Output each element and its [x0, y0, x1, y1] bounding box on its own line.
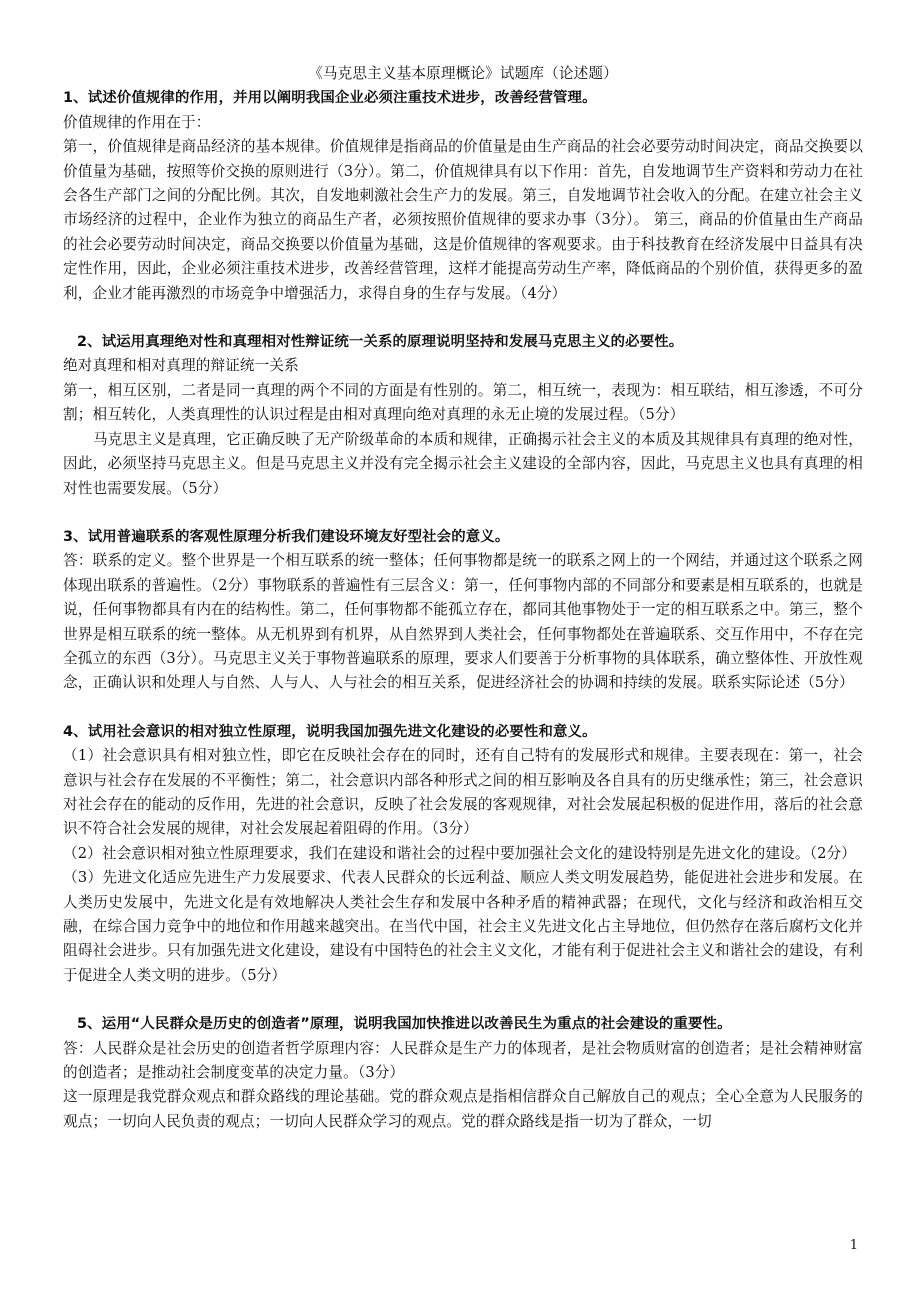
- spacer: [63, 696, 863, 720]
- spacer: [63, 988, 863, 1012]
- answer-4-part-1: （1）社会意识具有相对独立性，即它在反映社会存在的同时，还有自己特有的发展形式和规律。主要表现在：第一，社会意识与社会存在发展的不平衡性；第二，社会意识内部各种形式之间的相互影响及各自具有的历史继承性；第三，社会意识对社会存在的能动的反作用，先进的社会意识，反映了社会发展的客观规律，对社会发展起积极的促进作用，落后的社会意识不符合社会发展的规律，对社会发展起着阻碍的作用。（3分）: [63, 747, 863, 838]
- document-page: [63, 62, 863, 1134]
- answer-2-body: 第一，相互区别，二者是同一真理的两个不同的方面是有性别的。第二，相互统一，表现为：相互联结，相互渗透，不可分割；相互转化，人类真理性的认识过程是由相对真理向绝对真理的永无止境的发展过程。（5分）: [63, 381, 863, 424]
- spacer: [63, 306, 863, 330]
- question-2: 2、试运用真理绝对性和真理相对性辩证统一关系的原理说明坚持和发展马克思主义的必要性。: [77, 334, 684, 351]
- spacer: [63, 501, 863, 525]
- answer-4-part-2: （2）社会意识相对独立性原理要求，我们在建设和谐社会的过程中要加强社会文化的建设特别是先进文化的建设。（2分）: [63, 844, 856, 862]
- answer-1-body: 第一，价值规律是商品经济的基本规律。价值规律是指商品的价值量是由生产商品的社会必要劳动时间决定，商品交换要以价值量为基础，按照等价交换的原则进行（3分）。第二，价值规律具有以下作用：首先，自发地调节生产资料和劳动力在社会各生产部门之间的分配比例。其次，自发地刺激社会生产力的发展。第三，自发地调节社会收入的分配。在建立社会主义市场经济的过程中，企业作为独立的商品生产者，必须按照价值规律的要求办事（3分）。 第三，商品的价值量由生产商品的社会必要劳动时间决定，商品交换要以价值量为基础，这是价值规律的客观要求。由于科技教育在经济发展中日益具有决定性作用，因此，企业必须注重技术进步，改善经营管理，这样才能提高劳动生产率，降低商品的个别价值，获得更多的盈利，企业才能再激烈的市场竞争中增强活力，求得自身的生存与发展。（4分）: [63, 138, 863, 302]
- question-3: 3、试用普遍联系的客观性原理分析我们建设环境友好型社会的意义。: [63, 528, 510, 545]
- answer-2-intro: 绝对真理和相对真理的辩证统一关系: [63, 357, 299, 375]
- answer-5-part-1: 答：人民群众是社会历史的创造者哲学原理内容：人民群众是生产力的体现者，是社会物质财富的创造者；是社会精神财富的创造者；是推动社会制度变革的决定力量。（3分）: [63, 1039, 863, 1082]
- page-number: 1: [849, 1238, 858, 1253]
- answer-5-part-2: 这一原理是我党群众观点和群众路线的理论基础。党的群众观点是指相信群众自己解放自己的观点；全心全意为人民服务的观点；一切向人民负责的观点；一切向人民群众学习的观点。党的群众路线是指一切为了群众，一切: [63, 1088, 863, 1130]
- question-5: 5、运用“人民群众是历史的创造者”原理，说明我国加快推进以改善民生为重点的社会建设的重要性。: [77, 1016, 732, 1033]
- answer-3-body: 答：联系的定义。整个世界是一个相互联系的统一整体；任何事物都是统一的联系之网上的一个网结，并通过这个联系之网体现出联系的普遍性。（2分）事物联系的普遍性有三层含义：第一，任何事物内部的不同部分和要素是相互联系的，也就是说，任何事物都具有内在的结构性。第二，任何事物都不能孤立存在，都同其他事物处于一定的相互联系之中。第三，整个世界是相互联系的统一整体。从无机界到有机界，从自然界到人类社会，任何事物都处在普遍联系、交互作用中，不存在完全孤立的东西（3分）。马克思主义关于事物普遍联系的原理，要求人们要善于分析事物的具体联系，确立整体性、开放性观念，正确认识和处理人与自然、人与人、人与社会的相互关系，促进经济社会的协调和持续的发展。联系实际论述（5分）: [63, 552, 863, 692]
- answer-2-conclusion: 马克思主义是真理，它正确反映了无产阶级革命的本质和规律，正确揭示社会主义的本质及其规律具有真理的绝对性，因此，必须坚持马克思主义。但是马克思主义并没有完全揭示社会主义建设的全部内容，因此，马克思主义也具有真理的相对性也需要发展。（5分）: [63, 430, 863, 497]
- question-1: 1、试述价值规律的作用，并用以阐明我国企业必须注重技术进步，改善经营管理。: [63, 90, 597, 107]
- answer-1-intro: 价值规律的作用在于：: [63, 113, 211, 131]
- question-4: 4、试用社会意识的相对独立性原理，说明我国加强先进文化建设的必要性和意义。: [63, 723, 597, 740]
- answer-4-part-3: （3）先进文化适应先进生产力发展要求、代表人民群众的长远利益、顺应人类文明发展趋势，能促进社会进步和发展。在人类历史发展中，先进文化是有效地解决人类社会生存和发展中各种矛盾的精神武器；在现代，文化与经济和政治相互交融，在综合国力竞争中的地位和作用越来越突出。在当代中国，社会主义先进文化占主导地位，但仍然存在落后腐朽文化并阻碍社会进步。只有加强先进文化建设，建设有中国特色的社会主义文化，才能有利于促进社会主义和谐社会的建设，有利于促进全人类文明的进步。（5分）: [63, 869, 863, 984]
- document-title: 《马克思主义基本原理概论》试题库（论述题）: [308, 65, 618, 82]
